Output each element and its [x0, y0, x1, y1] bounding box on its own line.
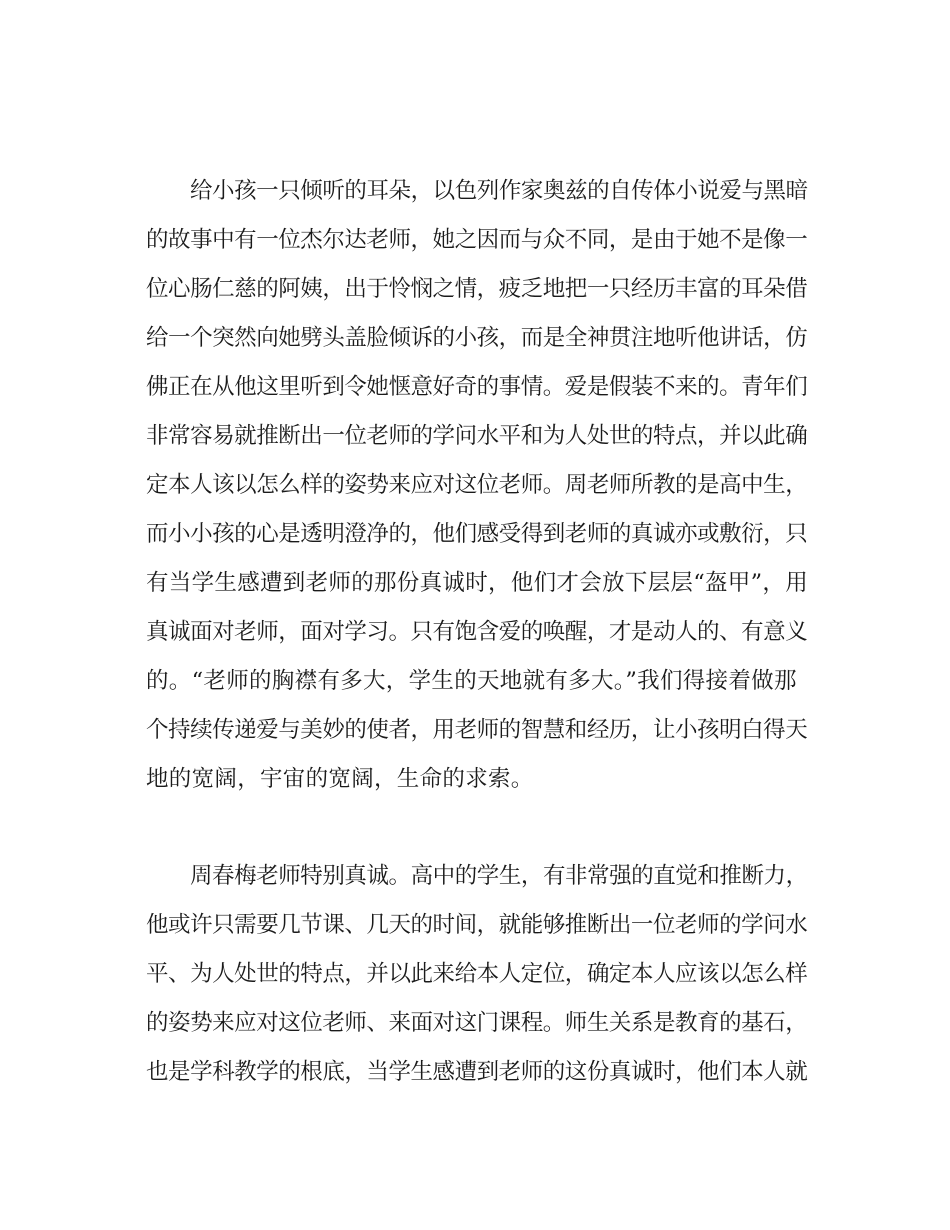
- text-line: 平、为人处世的特点，并以此来给本人定位，确定本人应该以怎么样: [146, 961, 808, 987]
- text-line: 位心肠仁慈的阿姨，出于怜悯之情，疲乏地把一只经历丰富的耳朵借: [146, 276, 808, 302]
- text-line: 非常容易就推断出一位老师的学问水平和为人处世的特点，并以此确: [146, 423, 808, 449]
- text-line: 周春梅老师特别真诚。高中的学生，有非常强的直觉和推断力，: [190, 863, 808, 889]
- text-line: 他或许只需要几节课、几天的时间，就能够推断出一位老师的学问水: [146, 912, 808, 938]
- text-line: 地的宽阔，宇宙的宽阔，生命的求索。: [146, 766, 534, 792]
- text-line: 个持续传递爱与美妙的使者，用老师的智慧和经历，让小孩明白得天: [146, 717, 808, 743]
- text-line: 的姿势来应对这位老师、来面对这门课程。师生关系是教育的基石，: [146, 1010, 808, 1036]
- text-line: 给小孩一只倾听的耳朵，以色列作家奥兹的自传体小说爱与黑暗: [190, 178, 808, 204]
- text-line: 的。“老师的胸襟有多大，学生的天地就有多大。”我们得接着做那: [146, 668, 797, 694]
- text-line: 而小小孩的心是透明澄净的，他们感受得到老师的真诚亦或敷衍，只: [146, 521, 808, 547]
- text-line: 佛正在从他这里听到令她惬意好奇的事情。爱是假装不来的。青年们: [146, 374, 808, 400]
- text-line: 的故事中有一位杰尔达老师，她之因而与众不同，是由于她不是像一: [146, 227, 808, 253]
- text-line: 给一个突然向她劈头盖脸倾诉的小孩，而是全神贯注地听他讲话，仿: [146, 325, 808, 351]
- text-line: 定本人该以怎么样的姿势来应对这位老师。周老师所教的是高中生，: [146, 472, 808, 498]
- text-line: 也是学科教学的根底，当学生感遭到老师的这份真诚时，他们本人就: [146, 1059, 808, 1085]
- text-line: 有当学生感遭到老师的那份真诚时，他们才会放下层层“盔甲”，用: [146, 570, 809, 596]
- text-line: 真诚面对老师，面对学习。只有饱含爱的唤醒，才是动人的、有意义: [146, 619, 808, 645]
